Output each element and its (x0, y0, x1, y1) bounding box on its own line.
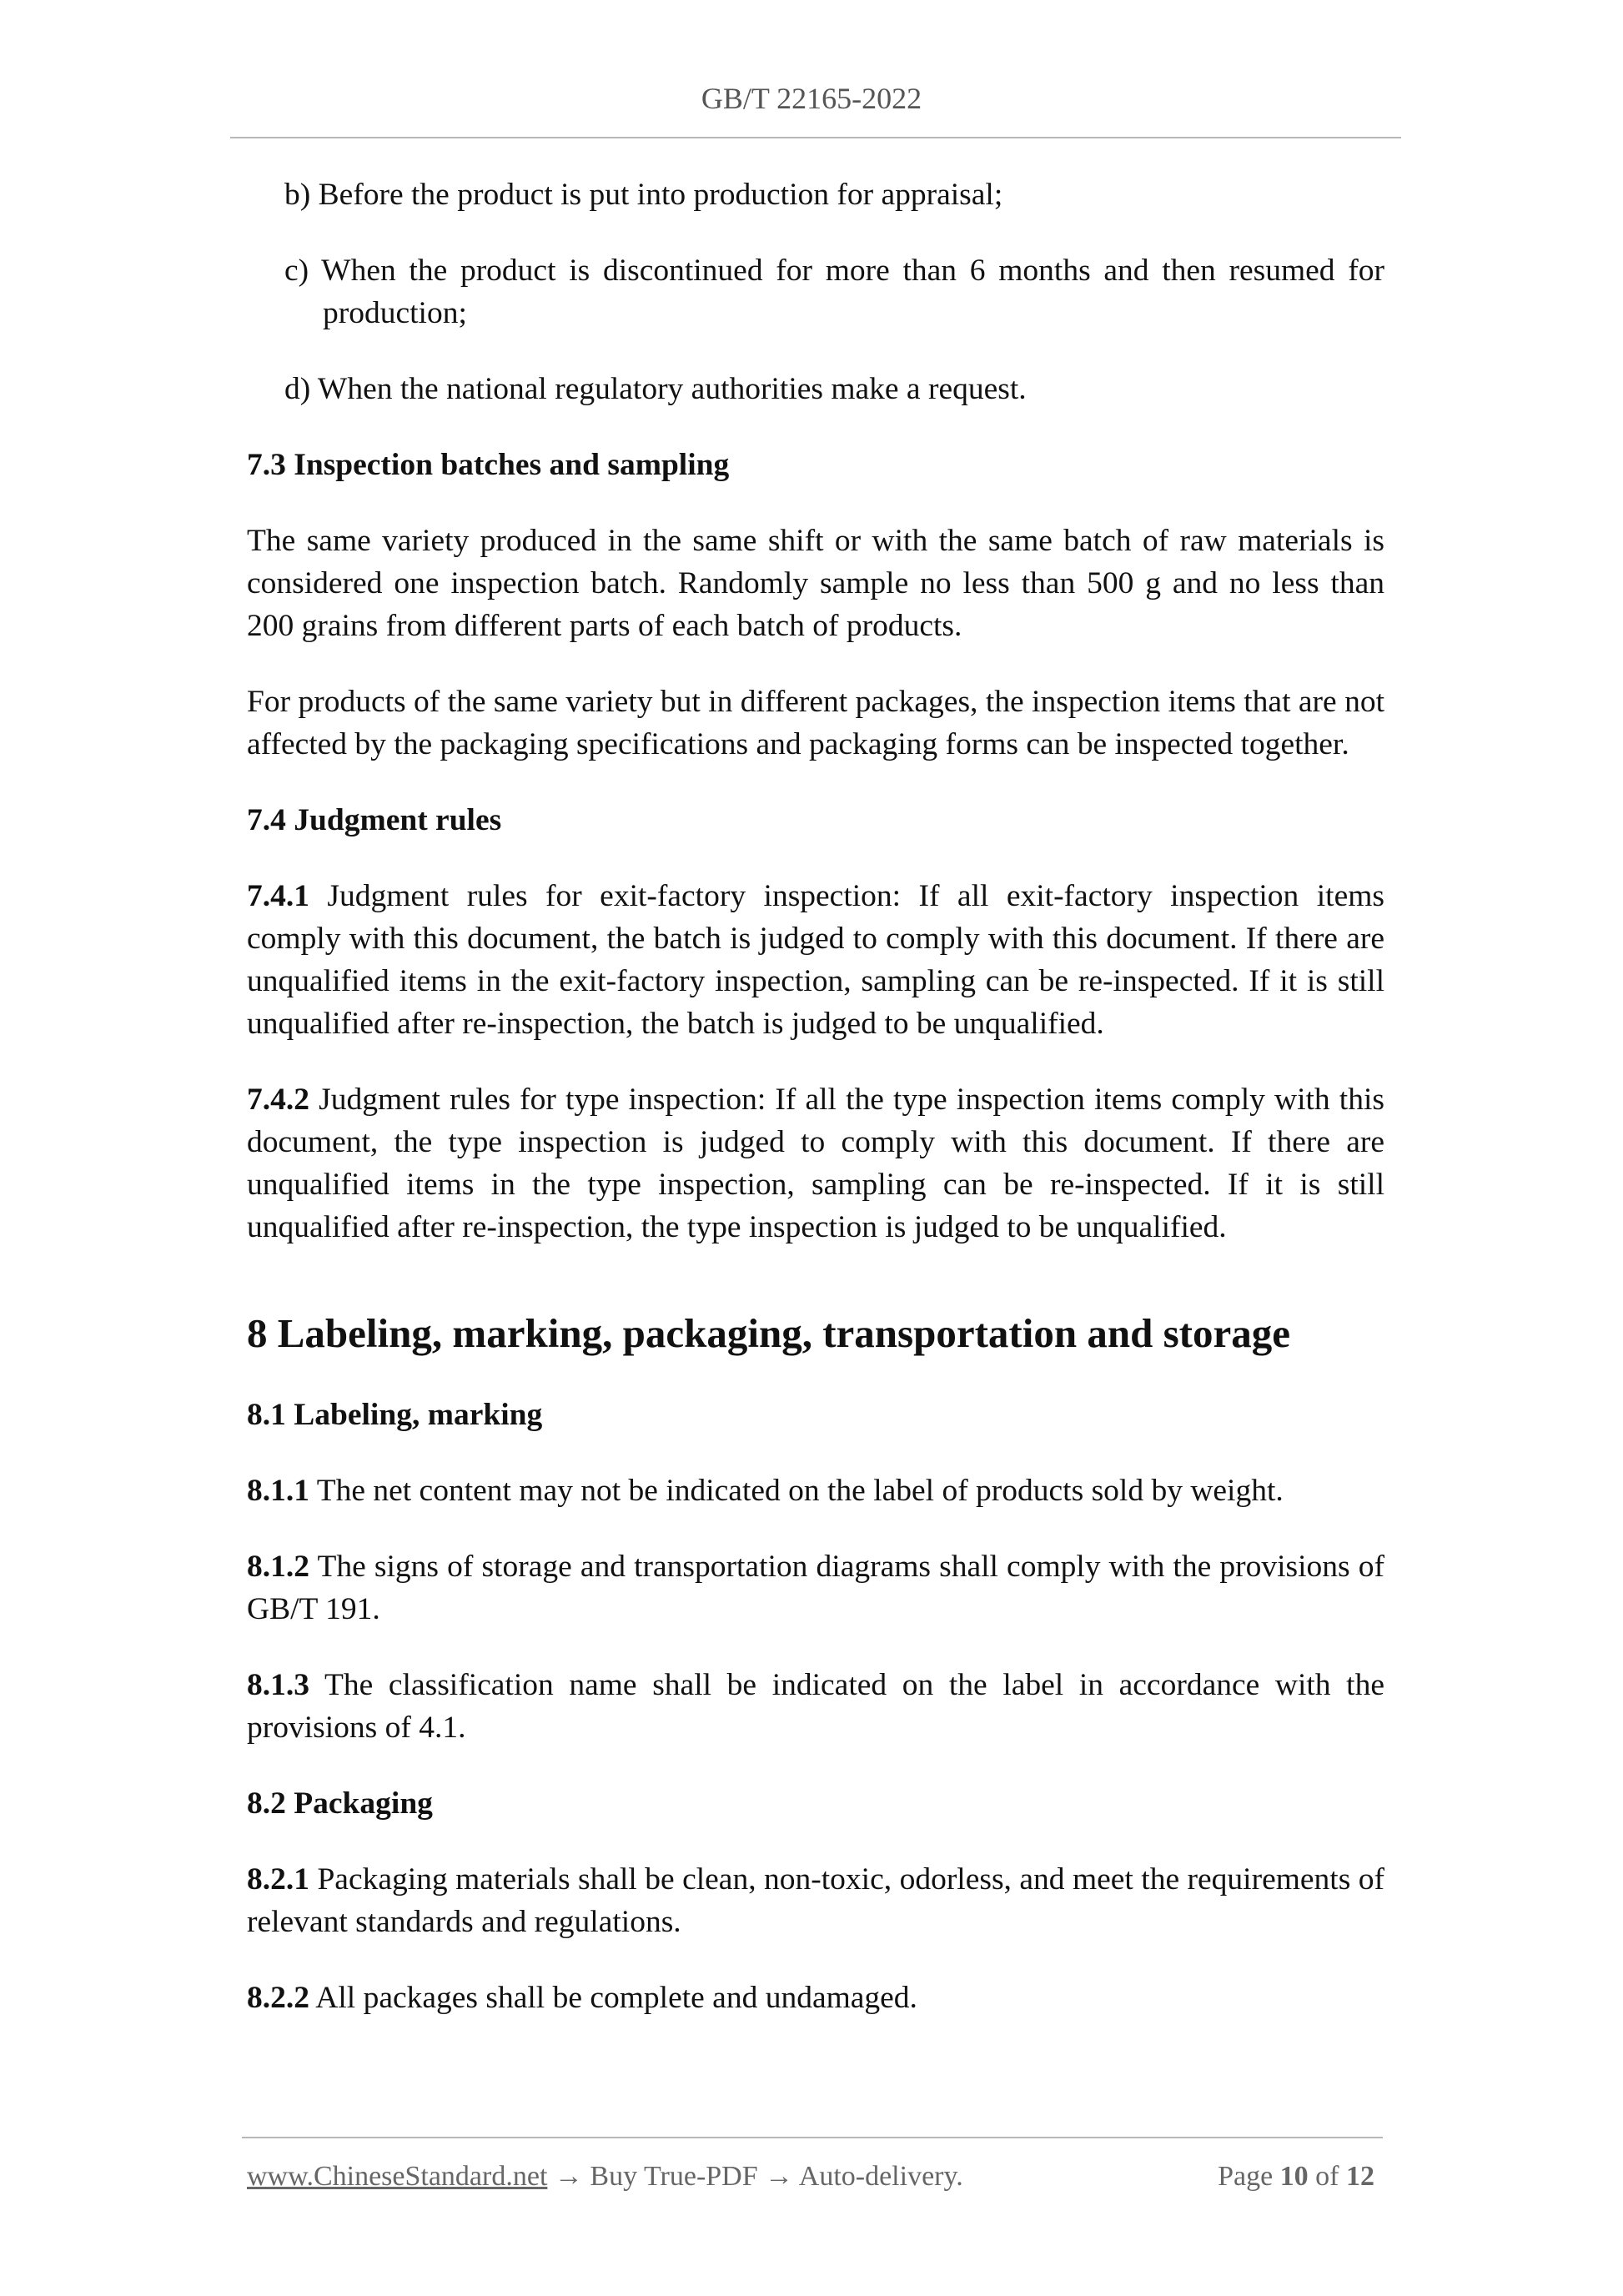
list-item-c: c) When the product is discontinued for more than 6 months and then resumed for production; (284, 254, 1384, 330)
clause-number: 8.1.3 (247, 1668, 309, 1702)
clause-text: The signs of storage and transportation diagrams shall comply with the provisions of GB/T 191. (247, 1550, 1384, 1626)
clause-text: All packages shall be complete and undamaged. (309, 1981, 917, 2015)
clause-number: 7.4.2 (247, 1083, 309, 1117)
list-item-b: b) Before the product is put into production for appraisal; (284, 178, 1003, 212)
clause-text: The net content may not be indicated on the label of products sold by weight. (309, 1474, 1284, 1508)
page-footer (247, 2158, 1374, 2195)
of-label: of (1308, 2161, 1346, 2192)
document-header-id: GB/T 22165-2022 (701, 82, 922, 115)
heading-8-1: 8.1 Labeling, marking (247, 1398, 543, 1432)
page-indicator (1218, 2158, 1374, 2195)
list-item-d: d) When the national regulatory authorities make a request. (284, 372, 1027, 406)
page-label: Page (1218, 2161, 1280, 2192)
clause-8-2-1 (247, 1858, 1384, 1943)
clause-8-1-2 (247, 1545, 1384, 1630)
clause-text: The classification name shall be indicated on the label in accordance with the provisions of 4.1. (247, 1668, 1384, 1745)
clause-8-1-1 (247, 1470, 1384, 1512)
clause-number: 8.1.1 (247, 1474, 309, 1508)
heading-8-2: 8.2 Packaging (247, 1786, 433, 1821)
clause-text: Judgment rules for exit-factory inspection: If all exit-factory inspection items comply with this document, the batch is judged to comply with this document. If there are unqualified items in the exit-factory inspection, sampling can be re-inspected. If it is still unqualified after re-inspection, the batch is judged to be unqualified. (247, 879, 1384, 1041)
clause-text: Packaging materials shall be clean, non-toxic, odorless, and meet the requirements of relevant standards and regulations. (247, 1862, 1384, 1939)
total-pages: 12 (1346, 2161, 1374, 2192)
clause-7-4-1 (247, 875, 1384, 1045)
clause-7-4-2 (247, 1078, 1384, 1248)
header-divider (230, 137, 1401, 138)
footer-promo-text: → Buy True-PDF → Auto-delivery. (547, 2161, 963, 2192)
footer-divider (242, 2137, 1383, 2138)
clause-8-1-3 (247, 1664, 1384, 1749)
clause-number: 8.2.1 (247, 1862, 309, 1897)
clause-8-2-2 (247, 1977, 1384, 2019)
clause-text: Judgment rules for type inspection: If all the type inspection items comply with this document, the type inspection is judged to comply with this document. If there are unqualified items in the type inspection, sampling can be re-inspected. If it is still unqualified after re-inspection, the type inspection is judged to be unqualified. (247, 1083, 1384, 1244)
clause-number: 8.2.2 (247, 1981, 309, 2015)
website-link[interactable]: www.ChineseStandard.net (247, 2161, 548, 2192)
clause-number: 7.4.1 (247, 879, 309, 913)
heading-7-4: 7.4 Judgment rules (247, 803, 502, 837)
section-8-title: 8 Labeling, marking, packaging, transportation and storage (247, 1310, 1290, 1356)
para-7-3-packages: For products of the same variety but in different packages, the inspection items that are not affected by the packaging specifications and packaging forms can be inspected together. (247, 685, 1384, 761)
page-number: 10 (1279, 2161, 1309, 2192)
heading-7-3: 7.3 Inspection batches and sampling (247, 448, 730, 482)
page-content (247, 173, 1384, 2052)
para-7-3-sampling: The same variety produced in the same shift or with the same batch of raw materials is considered one inspection batch. Randomly sample no less than 500 g and no less than 200 grains from different parts of each batch of products. (247, 524, 1384, 643)
clause-number: 8.1.2 (247, 1550, 309, 1584)
